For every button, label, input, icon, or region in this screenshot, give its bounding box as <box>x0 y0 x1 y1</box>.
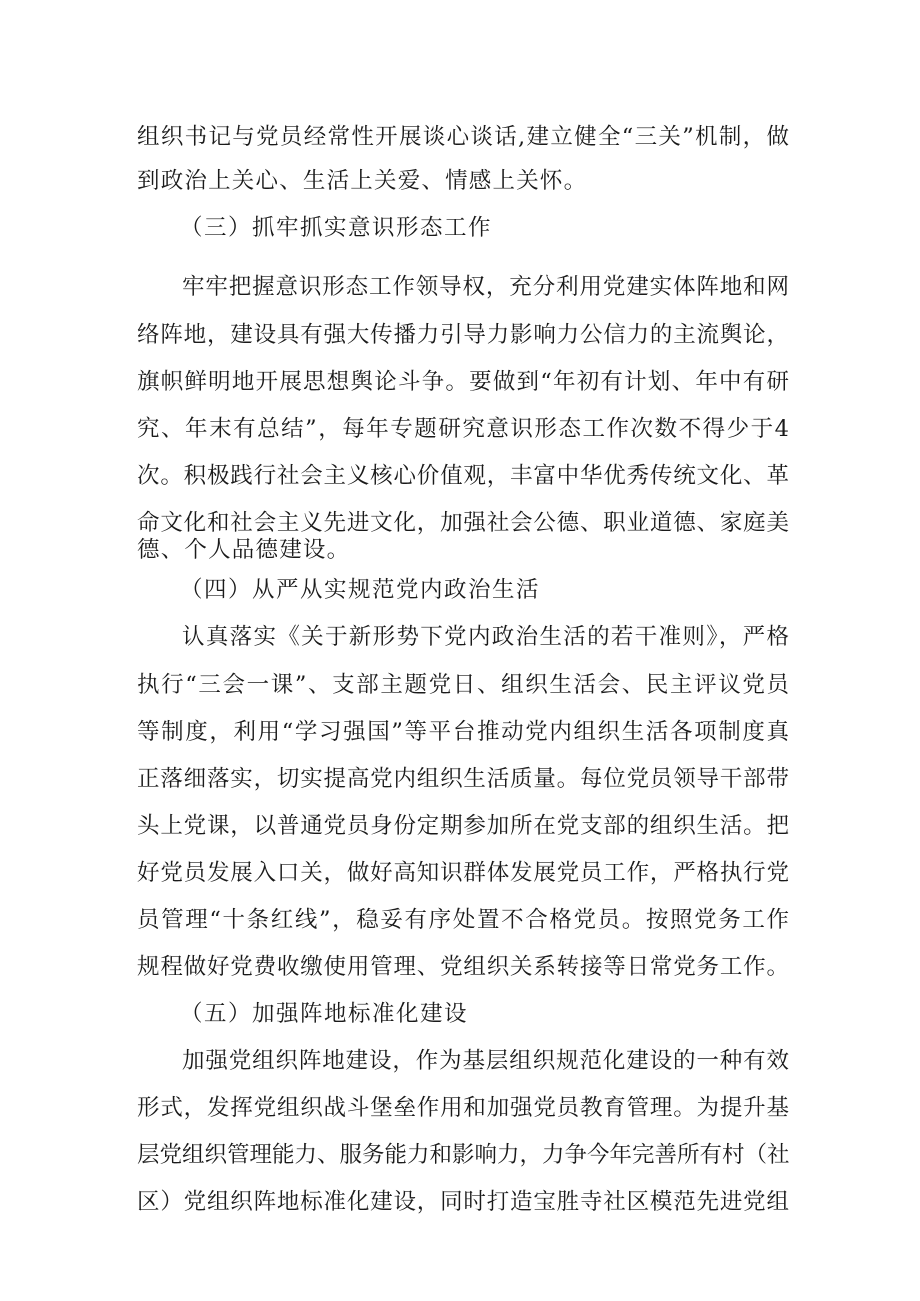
paragraph-line: 等制度，利用“学习强国”等平台推动党内组织生活各项制度真 <box>137 719 789 745</box>
paragraph-line: 员管理“十条红线”，稳妥有序处置不合格党员。按照党务工作 <box>137 907 789 933</box>
paragraph-line: 旗帜鲜明地开展思想舆论斗争。要做到“年初有计划、年中有研 <box>137 369 789 395</box>
section-heading-4: （四）从严从实规范党内政治生活 <box>180 577 541 603</box>
paragraph-line: 次。积极践行社会主义核心价值观，丰富中华优秀传统文化、革 <box>137 463 789 489</box>
section-heading-5: （五）加强阵地标准化建设 <box>180 1001 469 1027</box>
paragraph-line: 执行“三会一课”、支部主题党日、组织生活会、民主评议党员 <box>137 672 789 698</box>
section-heading-3: （三）抓牢抓实意识形态工作 <box>180 215 493 241</box>
paragraph-line: 到政治上关心、生活上关爱、情感上关怀。 <box>137 168 588 194</box>
paragraph-line: 认真落实《关于新形势下党内政治生活的若干准则》，严格 <box>182 624 789 650</box>
paragraph-line: 命文化和社会主义先进文化，加强社会公德、职业道德、家庭美 <box>137 510 789 536</box>
paragraph-line: 好党员发展入口关，做好高知识群体发展党员工作，严格执行党 <box>137 860 789 886</box>
paragraph-line: 形式，发挥党组织战斗堡垒作用和加强党员教育管理。为提升基 <box>137 1095 789 1121</box>
paragraph-line: 头上党课，以普通党员身份定期参加所在党支部的组织生活。把 <box>137 813 789 839</box>
paragraph-line: 加强党组织阵地建设，作为基层组织规范化建设的一种有效 <box>182 1048 789 1074</box>
paragraph-line: 组织书记与党员经常性开展谈心谈话,建立健全“三关”机制，做 <box>137 124 789 150</box>
paragraph-line: 牢牢把握意识形态工作领导权，充分利用党建实体阵地和网 <box>182 274 789 300</box>
paragraph-line: 究、年末有总结”，每年专题研究意识形态工作次数不得少于4 <box>137 416 789 442</box>
paragraph-line: 正落细落实，切实提高党内组织生活质量。每位党员领导干部带 <box>137 766 789 792</box>
paragraph-line: 规程做好党费收缴使用管理、党组织关系转接等日常党务工作。 <box>137 954 789 980</box>
paragraph-line: 区）党组织阵地标准化建设，同时打造宝胜寺社区模范先进党组 <box>137 1189 789 1215</box>
paragraph-line: 层党组织管理能力、服务能力和影响力，力争今年完善所有村（社 <box>137 1142 790 1168</box>
paragraph-line: 德、个人品德建设。 <box>137 537 351 563</box>
paragraph-line: 络阵地，建设具有强大传播力引导力影响力公信力的主流舆论， <box>137 322 789 348</box>
